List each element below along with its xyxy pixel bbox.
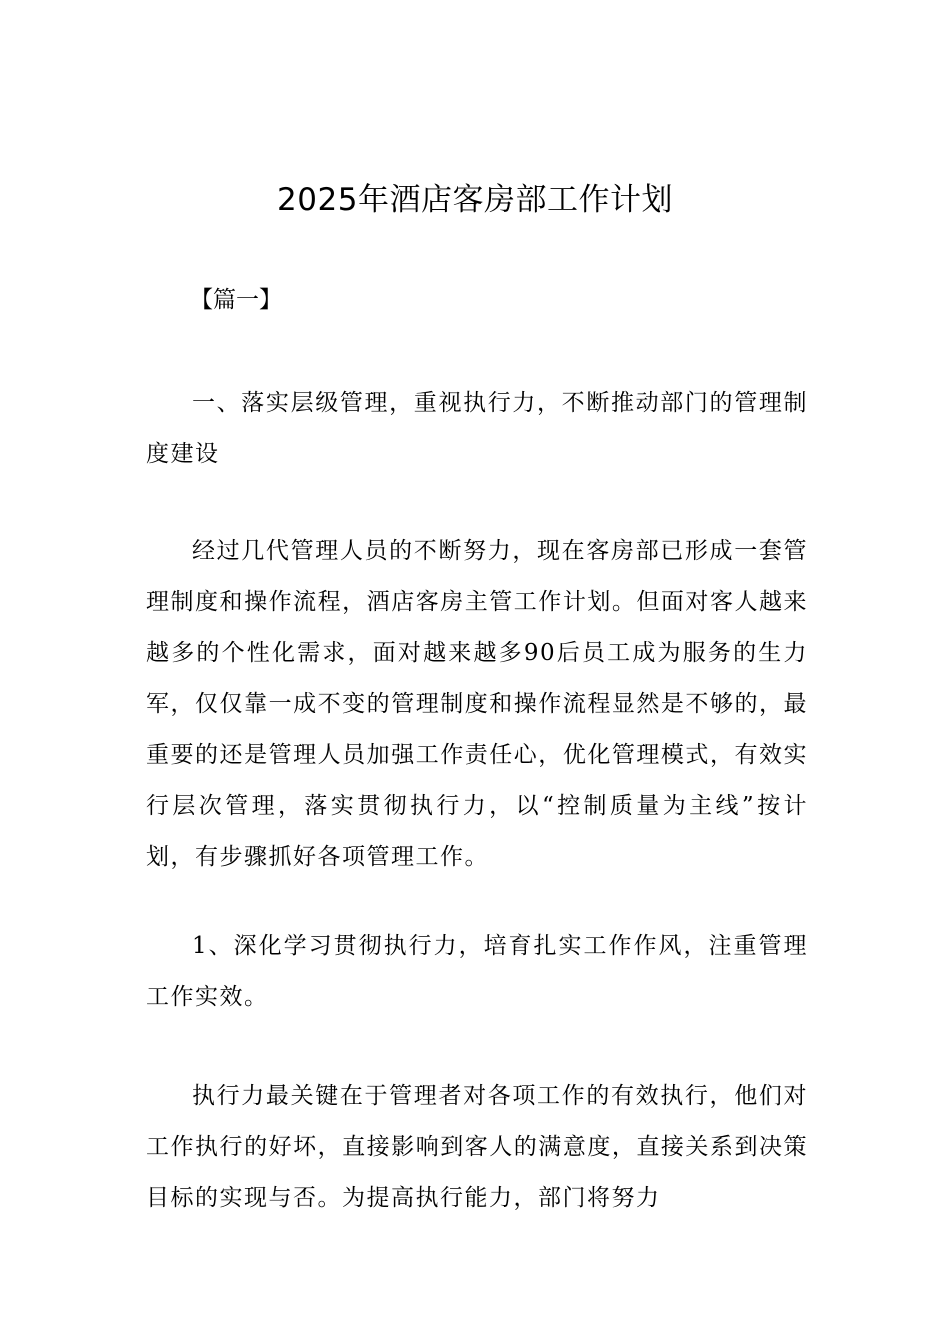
document-title: 2025年酒店客房部工作计划: [277, 182, 673, 218]
body-paragraph-1: 经过几代管理人员的不断努力，现在客房部已形成一套管理制度和操作流程，酒店客房主管工作计划。但面对客人越来越多的个性化需求，面对越来越多90后员工成为服务的生力军，仅仅靠一成不变的管理制度和操作流程显然是不够的，最重要的还是管理人员加强工作责任心，优化管理模式，有效实行层次管理，落实贯彻执行力，以“控制质量为主线”按计划，有步骤抓好各项管理工作。: [146, 538, 808, 870]
heading-paragraph-2: 1、深化学习贯彻执行力，培育扎实工作作风，注重管理工作实效。: [146, 933, 808, 1010]
heading-paragraph-1: 一、落实层级管理，重视执行力，不断推动部门的管理制度建设: [146, 390, 808, 467]
body-paragraph-2: 执行力最关键在于管理者对各项工作的有效执行，他们对工作执行的好坏，直接影响到客人的满意度，直接关系到决策目标的实现与否。为提高执行能力，部门将努力: [146, 1083, 808, 1211]
section-label: 【篇一】: [190, 287, 282, 313]
